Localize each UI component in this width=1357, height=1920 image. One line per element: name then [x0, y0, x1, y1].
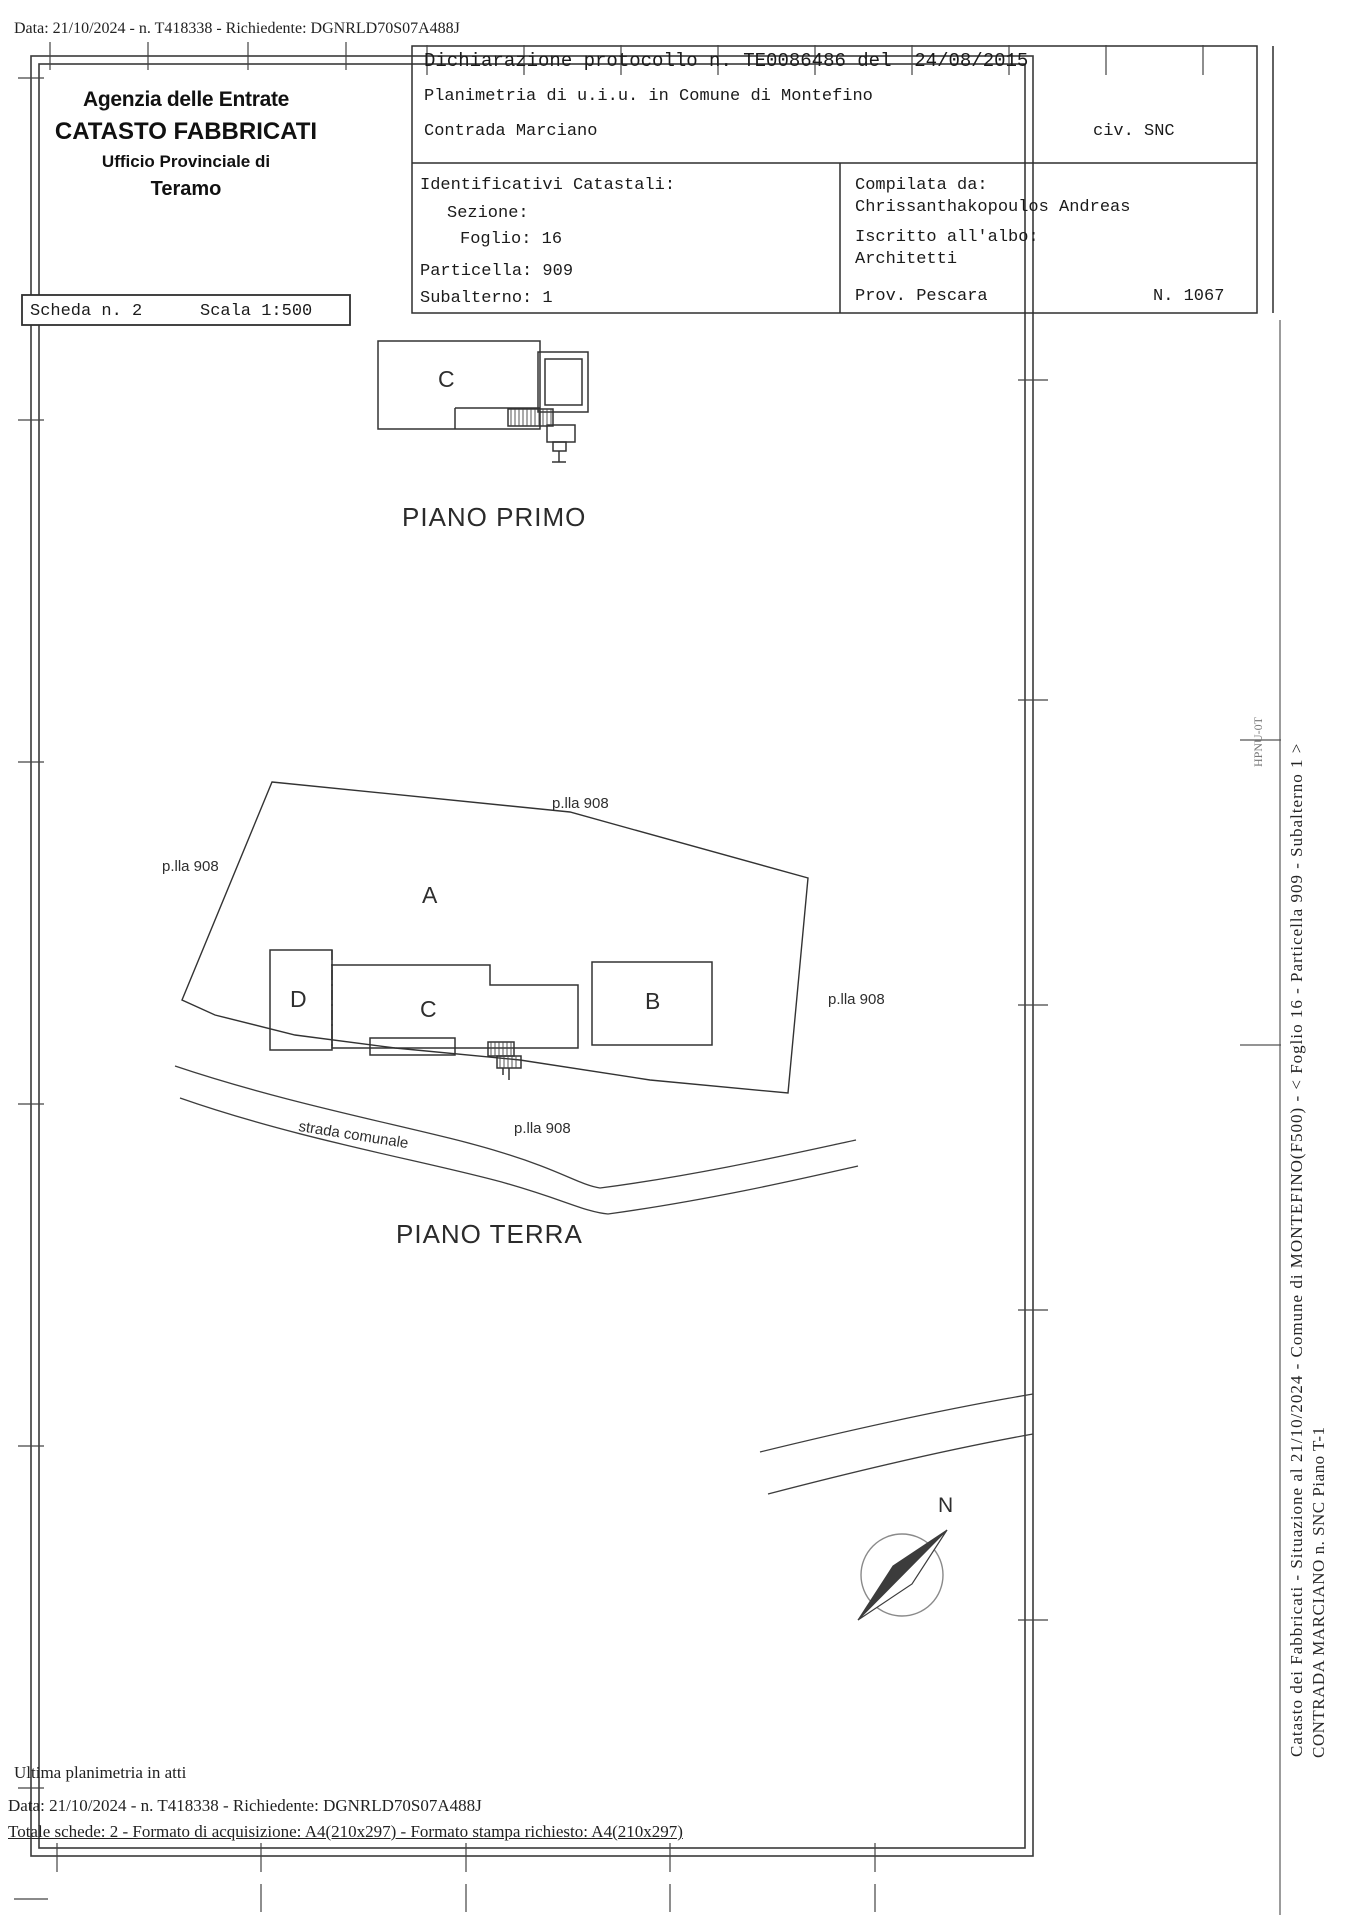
top-request-line: Data: 21/10/2024 - n. T418338 - Richiedente: DGNRLD70S07A488J — [14, 20, 460, 37]
parcel-label-right: p.lla 908 — [828, 991, 885, 1008]
agency-name: Agenzia delle Entrate — [82, 88, 290, 111]
agency-city: Teramo — [150, 178, 222, 200]
cadastral-foglio: Foglio: 16 — [460, 230, 563, 249]
compiler-register-label: Iscritto all'albo: — [855, 228, 1039, 247]
unit-d-label: D — [290, 986, 307, 1012]
north-label: N — [938, 1494, 954, 1517]
cadastral-sezione: Sezione: — [447, 204, 529, 223]
declaration-planimetria: Planimetria di u.i.u. in Comune di Montefino — [424, 87, 873, 106]
ground-floor-title: PIANO TERRA — [396, 1219, 583, 1249]
unit-b-label: B — [645, 988, 661, 1014]
scheda-number: Scheda n. 2 — [30, 302, 143, 321]
scheda-scale: Scala 1:500 — [200, 302, 313, 321]
road-label: strada comunale — [297, 1118, 410, 1153]
agency-office: Ufficio Provinciale di — [101, 152, 271, 171]
declaration-protocol: Dichiarazione protocollo n. TE0086486 del 24/08/2015 — [424, 50, 1029, 72]
compiler-register-value: Architetti — [855, 250, 958, 269]
north-compass — [858, 1530, 947, 1620]
first-floor-outline — [378, 341, 588, 462]
declaration-civic: civ. SNC — [1093, 122, 1175, 141]
declaration-address: Contrada Marciano — [424, 122, 598, 141]
cadastral-subalterno: Subalterno: 1 — [420, 289, 553, 308]
unit-c-label: C — [420, 996, 437, 1022]
compiler-label: Compilata da: — [855, 176, 988, 195]
parcel-label-left: p.lla 908 — [162, 858, 219, 875]
margin-vertical-caption: Catasto dei Fabbricati - Situazione al 21/10/2024 - Comune di MONTEFINO(F500) - < Foglio 16 - Particella 909 - Subalterno 1 > — [1287, 742, 1306, 1757]
unit-a-label: A — [422, 882, 438, 908]
footer-sheets-line: Totale schede: 2 - Formato di acquisizione: A4(210x297) - Formato stampa richiesto: A4(210x297) — [8, 1822, 683, 1841]
ground-floor-buildings — [270, 950, 712, 1080]
parcel-label-top: p.lla 908 — [552, 795, 609, 812]
margin-vertical-address: CONTRADA MARCIANO n. SNC Piano T-1 — [1309, 1426, 1328, 1758]
footer-request-line: Data: 21/10/2024 - n. T418338 - Richiedente: DGNRLD70S07A488J — [8, 1796, 482, 1815]
first-floor-unit-label: C — [438, 366, 455, 392]
compiler-register-number: N. 1067 — [1153, 287, 1225, 306]
footer-note: Ultima planimetria in atti — [14, 1763, 187, 1782]
agency-register: CATASTO FABBRICATI — [54, 118, 318, 145]
cadastral-particella: Particella: 909 — [420, 262, 574, 281]
fold-marks — [1240, 740, 1281, 1045]
margin-artifact-text: HPNU-0T — [1251, 717, 1265, 767]
cadastral-title: Identificativi Catastali: — [420, 176, 676, 195]
first-floor-title: PIANO PRIMO — [402, 502, 587, 532]
compiler-province: Prov. Pescara — [855, 287, 988, 306]
parcel-label-bottom: p.lla 908 — [514, 1120, 571, 1137]
compiler-name: Chrissanthakopoulos Andreas — [855, 198, 1131, 217]
ground-floor-stairs-hatch — [491, 1042, 516, 1068]
